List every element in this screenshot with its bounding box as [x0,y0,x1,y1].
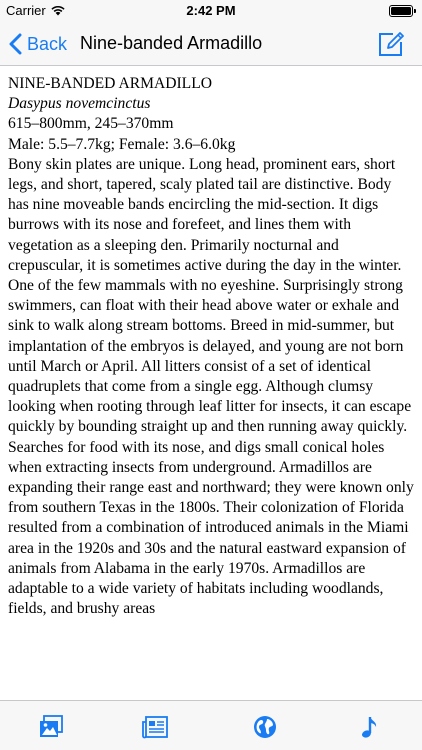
back-label: Back [27,33,68,54]
tab-bar [0,700,422,750]
species-article [8,74,414,619]
music-note-icon [357,714,383,740]
battery-icon [389,5,416,17]
species-description: Bony skin plates are unique. Long head, prominent ears, short legs, and short, tapered, scaly plated tail are distinctive. Body has nine moveable bands encircling the mid-section. It digs burrows with its nose and forefeet, and lines them with vegetation as a sleeping den. Primarily nocturnal and crepuscular, it is sometimes active during the day in the winter. One of the few mammals with no eyeshine. Surprisingly strong swimmers, can float with their head above water or exhale and sink to walk along stream bottoms. Breed in mid-summer, but implantation of the embryos is delayed, and young are not born until March or April. All litters consist of a set of identical quadruplets that come from a single egg. Although clumsy looking when rooting through leaf litter for insects, it can escape quickly by bounding straight up and then running away quickly. Searches for food with its nose, and digs small conical holes when extracting insects from underground. Armadillos are expanding their range east and northward; they were known only from southern Texas in the 1800s. Their colonization of Florida resulted from a combination of introduced animals in the Miami area in the 1920s and 30s and the natural eastward expansion of animals from Alabama in the early 1970s. Armadillos are adaptable to a wide variety of habitats including woodlands, fields, and brushy areas [8,155,414,618]
status-time: 2:42 PM [186,3,236,18]
species-length: 615–800mm, 245–370mm [8,115,174,133]
status-bar [0,0,422,22]
tab-globe[interactable] [252,714,278,740]
back-button[interactable] [8,30,67,58]
carrier-label: Carrier [6,3,46,18]
species-common-name: NINE-BANDED ARMADILLO [8,75,212,92]
globe-icon [252,714,278,740]
navigation-bar [0,22,422,66]
tab-audio[interactable] [357,714,383,740]
chevron-left-icon [8,33,22,55]
species-scientific-name: Dasypus novemcinctus [8,95,151,113]
compose-icon[interactable] [378,31,404,57]
species-weight: Male: 5.5–7.7kg; Female: 3.6–6.0kg [8,135,236,153]
photos-icon [38,714,64,740]
page-title: Nine-banded Armadillo [80,33,263,53]
tab-article[interactable] [142,714,168,740]
tab-photos[interactable] [38,714,64,740]
article-icon [142,714,168,740]
